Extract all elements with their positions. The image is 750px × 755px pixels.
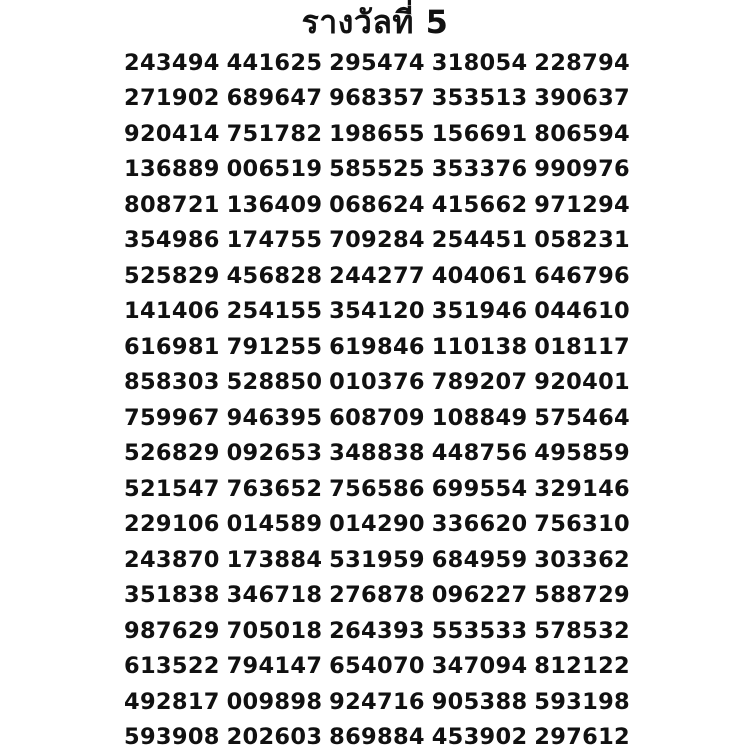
number-row	[124, 116, 630, 152]
prize-number: 751782	[227, 120, 323, 148]
prize-number: 295474	[329, 49, 425, 77]
prize-number: 303362	[534, 546, 630, 574]
prize-number: 351946	[432, 297, 528, 325]
prize-number: 946395	[227, 404, 323, 432]
prize-number: 808721	[124, 191, 220, 219]
prize-number: 006519	[227, 155, 323, 183]
prize-number: 336620	[432, 510, 528, 538]
prize-number: 616981	[124, 333, 220, 361]
prize-number: 244277	[329, 262, 425, 290]
prize-number: 585525	[329, 155, 425, 183]
prize-number: 156691	[432, 120, 528, 148]
prize-number: 575464	[534, 404, 630, 432]
prize-number: 613522	[124, 652, 220, 680]
prize-number: 228794	[534, 49, 630, 77]
prize-number: 068624	[329, 191, 425, 219]
prize-number: 920401	[534, 368, 630, 396]
number-row	[124, 400, 630, 436]
prize-number: 987629	[124, 617, 220, 645]
prize-number: 351838	[124, 581, 220, 609]
prize-number: 699554	[432, 475, 528, 503]
prize-number: 593908	[124, 723, 220, 751]
prize-number: 010376	[329, 368, 425, 396]
prize-number: 794147	[227, 652, 323, 680]
number-grid	[124, 45, 630, 755]
prize-number: 173884	[227, 546, 323, 574]
prize-number: 110138	[432, 333, 528, 361]
number-row	[124, 613, 630, 649]
prize-number: 348838	[329, 439, 425, 467]
prize-number: 689647	[227, 84, 323, 112]
prize-number: 044610	[534, 297, 630, 325]
number-row	[124, 294, 630, 330]
number-row	[124, 365, 630, 401]
prize-number: 526829	[124, 439, 220, 467]
prize-number: 174755	[227, 226, 323, 254]
prize-number: 141406	[124, 297, 220, 325]
number-row	[124, 471, 630, 507]
prize-number: 415662	[432, 191, 528, 219]
prize-number: 905388	[432, 688, 528, 716]
prize-number: 264393	[329, 617, 425, 645]
prize-number: 756586	[329, 475, 425, 503]
prize-number: 448756	[432, 439, 528, 467]
prize-number: 806594	[534, 120, 630, 148]
prize-number: 968357	[329, 84, 425, 112]
prize-number: 646796	[534, 262, 630, 290]
number-row	[124, 684, 630, 720]
prize-number: 297612	[534, 723, 630, 751]
prize-number: 254451	[432, 226, 528, 254]
prize-number: 528850	[227, 368, 323, 396]
prize-number: 404061	[432, 262, 528, 290]
prize-number: 329146	[534, 475, 630, 503]
prize-number: 763652	[227, 475, 323, 503]
prize-number: 705018	[227, 617, 323, 645]
prize-number: 108849	[432, 404, 528, 432]
prize-number: 202603	[227, 723, 323, 751]
prize-number: 347094	[432, 652, 528, 680]
prize-number: 812122	[534, 652, 630, 680]
prize-number: 092653	[227, 439, 323, 467]
number-row	[124, 542, 630, 578]
prize-number: 353376	[432, 155, 528, 183]
prize-number: 058231	[534, 226, 630, 254]
prize-number: 346718	[227, 581, 323, 609]
prize-number: 271902	[124, 84, 220, 112]
prize-number: 971294	[534, 191, 630, 219]
number-row	[124, 436, 630, 472]
prize-number: 858303	[124, 368, 220, 396]
prize-number: 759967	[124, 404, 220, 432]
number-row	[124, 187, 630, 223]
prize-number: 756310	[534, 510, 630, 538]
prize-number: 276878	[329, 581, 425, 609]
number-row	[124, 258, 630, 294]
prize-number: 009898	[227, 688, 323, 716]
prize-number: 492817	[124, 688, 220, 716]
prize-number: 619846	[329, 333, 425, 361]
prize-number: 136889	[124, 155, 220, 183]
prize-number: 608709	[329, 404, 425, 432]
number-row	[124, 45, 630, 81]
prize-number: 229106	[124, 510, 220, 538]
prize-number: 654070	[329, 652, 425, 680]
prize-number: 553533	[432, 617, 528, 645]
prize-number: 014589	[227, 510, 323, 538]
prize-number: 018117	[534, 333, 630, 361]
prize-number: 354120	[329, 297, 425, 325]
prize-number: 525829	[124, 262, 220, 290]
prize-number: 924716	[329, 688, 425, 716]
number-row	[124, 152, 630, 188]
prize-number: 354986	[124, 226, 220, 254]
prize-number: 531959	[329, 546, 425, 574]
prize-number: 096227	[432, 581, 528, 609]
prize-number: 136409	[227, 191, 323, 219]
prize-number: 353513	[432, 84, 528, 112]
number-row	[124, 578, 630, 614]
prize-number: 441625	[227, 49, 323, 77]
prize-number: 014290	[329, 510, 425, 538]
prize-number: 456828	[227, 262, 323, 290]
prize-number: 593198	[534, 688, 630, 716]
prize-number: 869884	[329, 723, 425, 751]
prize-number: 791255	[227, 333, 323, 361]
prize-number: 789207	[432, 368, 528, 396]
prize-number: 521547	[124, 475, 220, 503]
prize-number: 495859	[534, 439, 630, 467]
prize-title: รางวัลที่ 5	[0, 2, 750, 42]
prize-number: 990976	[534, 155, 630, 183]
prize-number: 243494	[124, 49, 220, 77]
prize-number: 198655	[329, 120, 425, 148]
number-row	[124, 507, 630, 543]
prize-number: 390637	[534, 84, 630, 112]
prize-number: 684959	[432, 546, 528, 574]
prize-number: 578532	[534, 617, 630, 645]
prize-number: 920414	[124, 120, 220, 148]
prize-number: 254155	[227, 297, 323, 325]
number-row	[124, 81, 630, 117]
prize-number: 243870	[124, 546, 220, 574]
number-row	[124, 223, 630, 259]
number-row	[124, 329, 630, 365]
prize-number: 709284	[329, 226, 425, 254]
number-row	[124, 649, 630, 685]
prize-number: 318054	[432, 49, 528, 77]
prize-number: 588729	[534, 581, 630, 609]
prize-number: 453902	[432, 723, 528, 751]
